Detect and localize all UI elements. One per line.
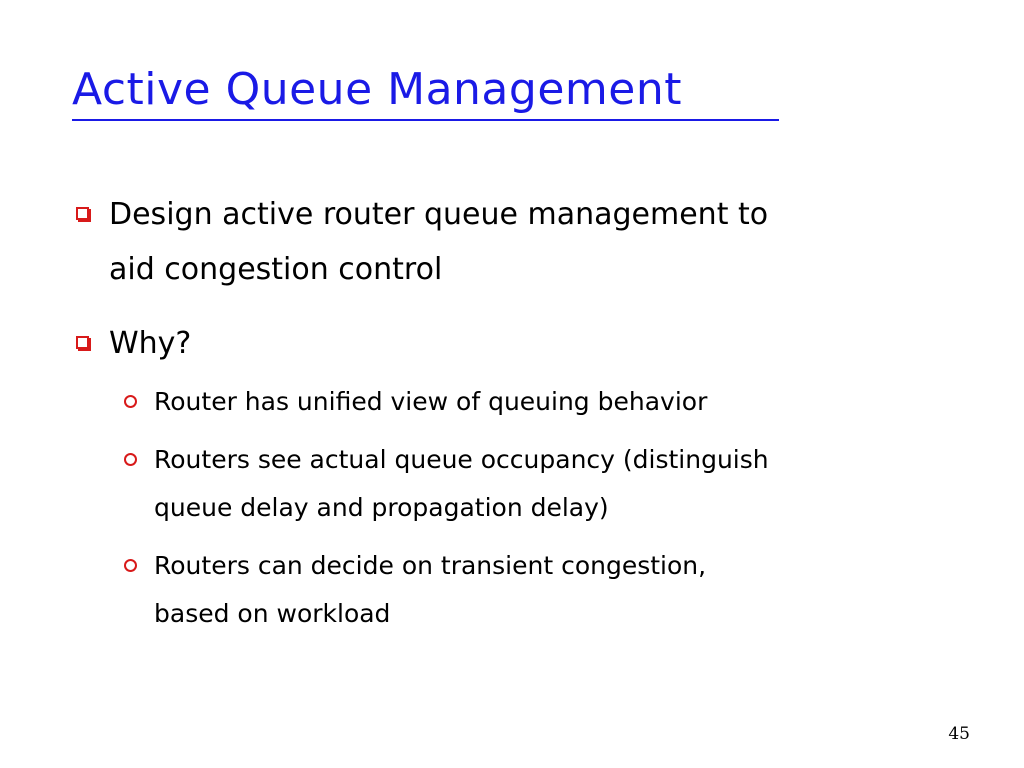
bullet-line: aid congestion control	[109, 252, 443, 287]
bullet-line: Why?	[109, 326, 192, 361]
circle-bullet-icon	[124, 453, 137, 466]
sub-bullet-item-unified-view	[124, 378, 984, 426]
sub-bullet-item-transient-congestion	[124, 542, 984, 638]
sub-bullet-item-queue-occupancy	[124, 436, 984, 532]
square-bullet-icon	[76, 207, 89, 220]
sub-bullet-line: based on workload	[154, 599, 391, 628]
sub-bullet-line: queue delay and propagation delay)	[154, 493, 609, 522]
bullet-item-design	[76, 187, 956, 297]
circle-bullet-icon	[124, 559, 137, 572]
bullet-line: Design active router queue management to	[109, 197, 769, 232]
sub-bullet-line: Router has unified view of queuing behavior	[154, 387, 708, 416]
square-bullet-icon	[76, 336, 89, 349]
sub-bullet-line: Routers see actual queue occupancy (distinguish	[154, 445, 769, 474]
sub-bullet-line: Routers can decide on transient congestion,	[154, 551, 707, 580]
bullet-item-why	[76, 316, 956, 371]
circle-bullet-icon	[124, 395, 137, 408]
page-number: 45	[948, 724, 970, 744]
slide-title: Active Queue Management	[72, 64, 682, 115]
